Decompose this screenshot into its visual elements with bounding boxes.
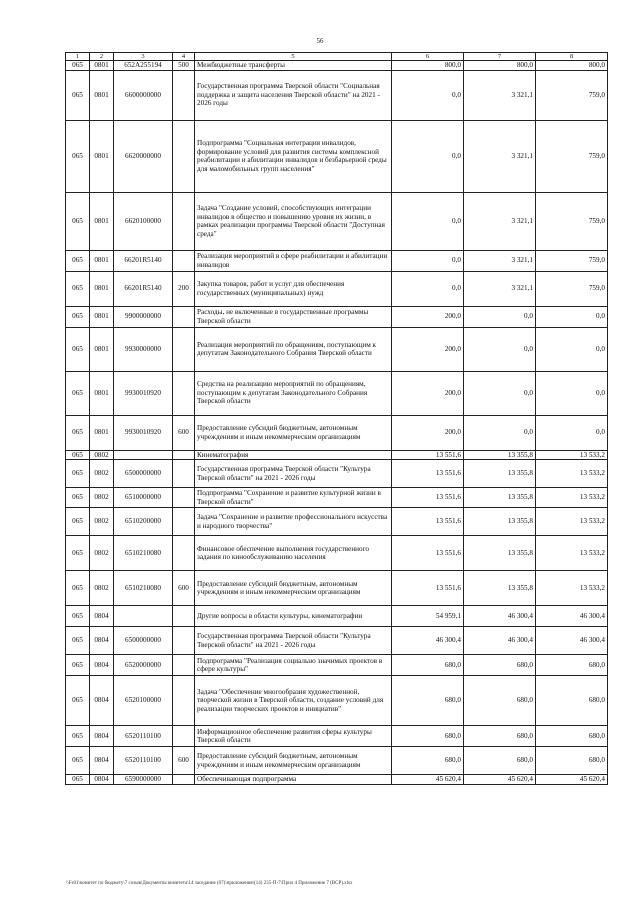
- cell-section: 0801: [90, 61, 114, 71]
- cell-expense-type: [173, 120, 195, 192]
- cell-amount-2022: 46 300,4: [464, 606, 536, 627]
- cell-section: 0802: [90, 571, 114, 606]
- cell-ministry: 065: [66, 676, 90, 726]
- cell-target-article: 6620000000: [114, 120, 173, 192]
- cell-amount-2021: 200,0: [392, 306, 464, 327]
- cell-ministry: 065: [66, 726, 90, 747]
- cell-description: Предоставление субсидий бюджетным, автономным учреждениям и иным некоммерческим организациям: [195, 571, 392, 606]
- cell-amount-2023: 13 533,2: [536, 460, 608, 488]
- table-row: [66, 606, 608, 627]
- cell-target-article: 6500000000: [114, 627, 173, 655]
- cell-section: 0804: [90, 655, 114, 676]
- cell-amount-2023: 680,0: [536, 655, 608, 676]
- cell-ministry: 065: [66, 271, 90, 306]
- cell-description: Подпрограмма "Сохранение и развитие культурной жизни в Тверской области": [195, 488, 392, 508]
- cell-expense-type: 600: [173, 415, 195, 450]
- cell-expense-type: [173, 460, 195, 488]
- cell-description: Закупка товаров, работ и услуг для обеспечения государственных (муниципальных) нужд: [195, 271, 392, 306]
- cell-expense-type: [173, 488, 195, 508]
- cell-target-article: 66201R5140: [114, 271, 173, 306]
- cell-description: Предоставление субсидий бюджетным, автономным учреждениям и иным некоммерческим организациям: [195, 747, 392, 775]
- cell-section: 0801: [90, 271, 114, 306]
- cell-description: Задача "Сохранение и развитие профессионального искусства и народного творчества": [195, 508, 392, 536]
- file-path-footer: \\Fs01\комитет по бюджету\7 созыв\Документы комитета\14 заседание (07)\приложения\(14) 235-П-7\Прил 4 Приложение 7 (ВСР).xlsx: [66, 881, 353, 886]
- cell-amount-2022: 680,0: [464, 747, 536, 775]
- cell-description: Подпрограмма "Реализация социально значимых проектов в сфере культуры": [195, 655, 392, 676]
- cell-amount-2021: 200,0: [392, 371, 464, 415]
- cell-amount-2022: 800,0: [464, 61, 536, 71]
- cell-description: Реализация мероприятий по обращениям, поступающим к депутатам Законодательного Собрания Тверской области: [195, 327, 392, 371]
- cell-expense-type: [173, 627, 195, 655]
- table-row: [66, 508, 608, 536]
- cell-amount-2023: 759,0: [536, 192, 608, 250]
- cell-description: Другие вопросы в области культуры, кинематографии: [195, 606, 392, 627]
- cell-expense-type: [173, 508, 195, 536]
- cell-target-article: 6500000000: [114, 460, 173, 488]
- table-row: [66, 371, 608, 415]
- cell-description: Подпрограмма "Социальная интеграция инвалидов, формирование условий для развития системы комплексной реабилитации и абилитации инвалидов и безбарьерной среды для маломобильных групп населения": [195, 120, 392, 192]
- cell-section: 0801: [90, 306, 114, 327]
- cell-amount-2021: 46 300,4: [392, 627, 464, 655]
- cell-amount-2022: 0,0: [464, 371, 536, 415]
- cell-amount-2021: 200,0: [392, 327, 464, 371]
- cell-amount-2023: 680,0: [536, 676, 608, 726]
- cell-section: 0802: [90, 460, 114, 488]
- page-number: 56: [316, 37, 324, 45]
- cell-ministry: 065: [66, 536, 90, 571]
- cell-description: Расходы, не включенные в государственные программы Тверской области: [195, 306, 392, 327]
- cell-amount-2021: 0,0: [392, 192, 464, 250]
- cell-expense-type: [173, 306, 195, 327]
- cell-expense-type: 500: [173, 61, 195, 71]
- cell-amount-2021: 54 959,1: [392, 606, 464, 627]
- cell-amount-2023: 680,0: [536, 726, 608, 747]
- cell-section: 0801: [90, 192, 114, 250]
- cell-section: 0801: [90, 415, 114, 450]
- table-row: [66, 61, 608, 71]
- cell-amount-2022: 3 321,1: [464, 70, 536, 120]
- cell-target-article: 6510000000: [114, 488, 173, 508]
- cell-ministry: 065: [66, 655, 90, 676]
- cell-target-article: 9900000000: [114, 306, 173, 327]
- cell-target-article: 6510210080: [114, 536, 173, 571]
- cell-amount-2021: 800,0: [392, 61, 464, 71]
- cell-amount-2021: 13 551,6: [392, 571, 464, 606]
- cell-expense-type: [173, 676, 195, 726]
- cell-amount-2023: 680,0: [536, 747, 608, 775]
- cell-amount-2023: 46 300,4: [536, 606, 608, 627]
- cell-target-article: [114, 606, 173, 627]
- cell-section: 0802: [90, 508, 114, 536]
- table-row: [66, 655, 608, 676]
- cell-expense-type: [173, 655, 195, 676]
- cell-expense-type: 200: [173, 271, 195, 306]
- column-number-row: [66, 53, 608, 61]
- cell-amount-2022: 46 300,4: [464, 627, 536, 655]
- cell-target-article: 9930010920: [114, 371, 173, 415]
- table-row: [66, 450, 608, 460]
- cell-target-article: 66201R5140: [114, 250, 173, 271]
- cell-ministry: 065: [66, 775, 90, 785]
- table-row: [66, 488, 608, 508]
- cell-ministry: 065: [66, 120, 90, 192]
- table-row: [66, 627, 608, 655]
- cell-target-article: 6520000000: [114, 655, 173, 676]
- cell-expense-type: 600: [173, 571, 195, 606]
- cell-ministry: 065: [66, 306, 90, 327]
- cell-amount-2021: 13 551,6: [392, 536, 464, 571]
- cell-section: 0804: [90, 747, 114, 775]
- cell-expense-type: [173, 775, 195, 785]
- cell-amount-2023: 759,0: [536, 70, 608, 120]
- column-header: 7: [464, 53, 536, 61]
- cell-ministry: 065: [66, 508, 90, 536]
- cell-amount-2021: 45 620,4: [392, 775, 464, 785]
- cell-expense-type: [173, 327, 195, 371]
- cell-ministry: 065: [66, 450, 90, 460]
- cell-ministry: 065: [66, 61, 90, 71]
- cell-ministry: 065: [66, 327, 90, 371]
- cell-target-article: 6590000000: [114, 775, 173, 785]
- cell-amount-2023: 800,0: [536, 61, 608, 71]
- cell-amount-2022: 0,0: [464, 415, 536, 450]
- cell-target-article: [114, 450, 173, 460]
- table-row: [66, 250, 608, 271]
- cell-amount-2021: 680,0: [392, 676, 464, 726]
- table-row: [66, 70, 608, 120]
- cell-amount-2023: 13 533,2: [536, 571, 608, 606]
- cell-ministry: 065: [66, 460, 90, 488]
- cell-amount-2023: 13 533,2: [536, 488, 608, 508]
- cell-ministry: 065: [66, 250, 90, 271]
- table-row: [66, 536, 608, 571]
- cell-section: 0804: [90, 726, 114, 747]
- cell-amount-2021: 13 551,6: [392, 460, 464, 488]
- cell-expense-type: [173, 192, 195, 250]
- column-header: 1: [66, 53, 90, 61]
- cell-expense-type: [173, 450, 195, 460]
- cell-description: Задача "Обеспечение многообразия художественной, творческой жизни в Тверской области, создание условий для реализации творческих проектов и инициатив": [195, 676, 392, 726]
- cell-description: Реализация мероприятий в сфере реабилитации и абилитации инвалидов: [195, 250, 392, 271]
- cell-expense-type: [173, 726, 195, 747]
- cell-expense-type: [173, 606, 195, 627]
- cell-amount-2022: 13 355,8: [464, 488, 536, 508]
- table-row: [66, 460, 608, 488]
- cell-section: 0801: [90, 371, 114, 415]
- cell-amount-2021: 13 551,6: [392, 450, 464, 460]
- column-header: 4: [173, 53, 195, 61]
- cell-amount-2022: 680,0: [464, 655, 536, 676]
- cell-amount-2021: 680,0: [392, 747, 464, 775]
- table-row: [66, 676, 608, 726]
- cell-amount-2022: 3 321,1: [464, 250, 536, 271]
- cell-amount-2022: 3 321,1: [464, 192, 536, 250]
- cell-amount-2021: 680,0: [392, 726, 464, 747]
- cell-section: 0801: [90, 70, 114, 120]
- table-row: [66, 747, 608, 775]
- table-row: [66, 327, 608, 371]
- cell-amount-2022: 680,0: [464, 726, 536, 747]
- cell-section: 0801: [90, 250, 114, 271]
- table-row: [66, 306, 608, 327]
- cell-target-article: 652A255194: [114, 61, 173, 71]
- cell-amount-2023: 0,0: [536, 415, 608, 450]
- column-header: 6: [392, 53, 464, 61]
- cell-section: 0804: [90, 627, 114, 655]
- cell-amount-2022: 13 355,8: [464, 571, 536, 606]
- cell-amount-2021: 13 551,6: [392, 508, 464, 536]
- cell-ministry: 065: [66, 415, 90, 450]
- cell-amount-2023: 0,0: [536, 371, 608, 415]
- cell-amount-2022: 45 620,4: [464, 775, 536, 785]
- cell-description: Кинематография: [195, 450, 392, 460]
- cell-section: 0802: [90, 450, 114, 460]
- cell-description: Государственная программа Тверской области "Социальная поддержка и защита населения Тверской области" на 2021 - 2026 годы: [195, 70, 392, 120]
- cell-target-article: 6600000000: [114, 70, 173, 120]
- cell-amount-2021: 200,0: [392, 415, 464, 450]
- cell-amount-2021: 680,0: [392, 655, 464, 676]
- cell-section: 0801: [90, 120, 114, 192]
- cell-amount-2023: 46 300,4: [536, 627, 608, 655]
- cell-amount-2023: 759,0: [536, 120, 608, 192]
- cell-amount-2023: 45 620,4: [536, 775, 608, 785]
- cell-amount-2022: 0,0: [464, 306, 536, 327]
- cell-description: Финансовое обеспечение выполнения государственного задания по кинообслуживанию населения: [195, 536, 392, 571]
- cell-amount-2021: 0,0: [392, 250, 464, 271]
- column-header: 8: [536, 53, 608, 61]
- cell-amount-2022: 0,0: [464, 327, 536, 371]
- cell-description: Государственная программа Тверской области "Культура Тверской области" на 2021 - 2026 годы: [195, 460, 392, 488]
- cell-amount-2022: 13 355,8: [464, 508, 536, 536]
- cell-ministry: 065: [66, 571, 90, 606]
- column-header: 2: [90, 53, 114, 61]
- table-row: [66, 726, 608, 747]
- cell-target-article: 9930000000: [114, 327, 173, 371]
- cell-description: Информационное обеспечение развития сферы культуры Тверской области: [195, 726, 392, 747]
- cell-target-article: 9930010920: [114, 415, 173, 450]
- cell-ministry: 065: [66, 627, 90, 655]
- cell-section: 0802: [90, 488, 114, 508]
- cell-amount-2022: 13 355,8: [464, 460, 536, 488]
- cell-description: Предоставление субсидий бюджетным, автономным учреждениям и иным некоммерческим организациям: [195, 415, 392, 450]
- cell-target-article: 6520110100: [114, 747, 173, 775]
- cell-description: Задача "Создание условий, способствующих интеграции инвалидов в общество и повышению уровня их жизни, в рамках реализации программы Тверской области "Доступная среда": [195, 192, 392, 250]
- cell-expense-type: [173, 250, 195, 271]
- table-row: [66, 120, 608, 192]
- table-row: [66, 192, 608, 250]
- cell-expense-type: [173, 536, 195, 571]
- cell-ministry: 065: [66, 371, 90, 415]
- cell-ministry: 065: [66, 192, 90, 250]
- cell-target-article: 6510210080: [114, 571, 173, 606]
- column-header: 3: [114, 53, 173, 61]
- cell-amount-2023: 0,0: [536, 306, 608, 327]
- cell-section: 0804: [90, 606, 114, 627]
- cell-target-article: 6520110100: [114, 726, 173, 747]
- table-row: [66, 415, 608, 450]
- cell-amount-2023: 0,0: [536, 327, 608, 371]
- cell-amount-2023: 13 533,2: [536, 508, 608, 536]
- cell-amount-2023: 759,0: [536, 250, 608, 271]
- cell-amount-2021: 13 551,6: [392, 488, 464, 508]
- cell-description: Обеспечивающая подпрограмма: [195, 775, 392, 785]
- cell-description: Средства на реализацию мероприятий по обращениям, поступающим к депутатам Законодательного Собрания Тверской области: [195, 371, 392, 415]
- cell-target-article: 6510200000: [114, 508, 173, 536]
- cell-amount-2021: 0,0: [392, 70, 464, 120]
- cell-ministry: 065: [66, 488, 90, 508]
- cell-ministry: 065: [66, 747, 90, 775]
- cell-amount-2023: 13 533,2: [536, 450, 608, 460]
- cell-amount-2022: 3 321,1: [464, 271, 536, 306]
- table-row: [66, 271, 608, 306]
- table-row: [66, 775, 608, 785]
- table-row: [66, 571, 608, 606]
- cell-section: 0804: [90, 775, 114, 785]
- cell-amount-2023: 759,0: [536, 271, 608, 306]
- cell-section: 0804: [90, 676, 114, 726]
- cell-section: 0801: [90, 327, 114, 371]
- budget-table: [65, 52, 608, 785]
- cell-description: Государственная программа Тверской области "Культура Тверской области" на 2021 - 2026 годы: [195, 627, 392, 655]
- cell-amount-2021: 0,0: [392, 271, 464, 306]
- cell-description: Межбюджетные трансферты: [195, 61, 392, 71]
- cell-amount-2022: 3 321,1: [464, 120, 536, 192]
- cell-target-article: 6520100000: [114, 676, 173, 726]
- cell-amount-2021: 0,0: [392, 120, 464, 192]
- cell-expense-type: [173, 70, 195, 120]
- cell-amount-2023: 13 533,2: [536, 536, 608, 571]
- cell-amount-2022: 13 355,8: [464, 450, 536, 460]
- cell-ministry: 065: [66, 70, 90, 120]
- cell-section: 0802: [90, 536, 114, 571]
- cell-amount-2022: 13 355,8: [464, 536, 536, 571]
- cell-expense-type: 600: [173, 747, 195, 775]
- cell-target-article: 6620100000: [114, 192, 173, 250]
- cell-ministry: 065: [66, 606, 90, 627]
- column-header: 5: [195, 53, 392, 61]
- cell-amount-2022: 680,0: [464, 676, 536, 726]
- cell-expense-type: [173, 371, 195, 415]
